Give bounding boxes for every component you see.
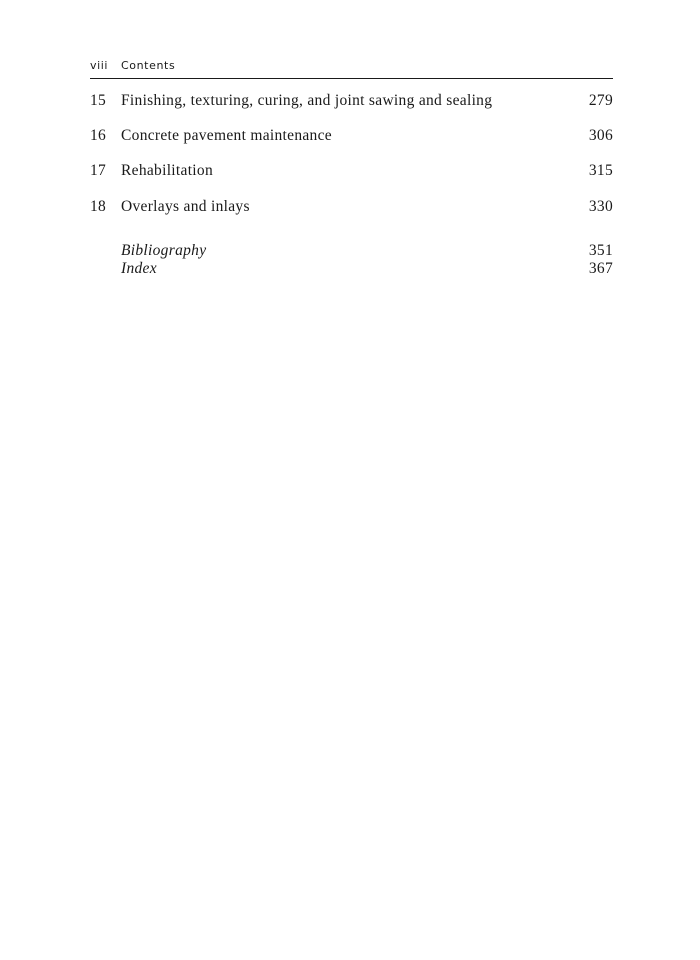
page-number: 351 — [588, 242, 613, 259]
header-rule — [90, 78, 613, 79]
running-head — [90, 59, 613, 77]
toc-entry-index[interactable] — [90, 260, 613, 282]
chapter-number: 16 — [90, 127, 107, 144]
toc-entry-chapter-17[interactable] — [90, 162, 613, 184]
toc-entry-chapter-15[interactable] — [90, 92, 613, 114]
toc-entry-chapter-16[interactable] — [90, 127, 613, 149]
page-number: 330 — [588, 198, 613, 215]
chapter-title: Rehabilitation — [121, 162, 214, 179]
page-number: 367 — [588, 260, 613, 277]
chapter-title: Overlays and inlays — [121, 198, 250, 215]
chapter-number: 18 — [90, 198, 107, 215]
page-number: 279 — [588, 92, 613, 109]
page-number: 306 — [588, 127, 613, 144]
back-matter-title: Index — [121, 260, 157, 277]
back-matter-title: Bibliography — [121, 242, 207, 259]
chapter-title: Finishing, texturing, curing, and joint sawing and sealing — [121, 92, 493, 109]
toc-entry-chapter-18[interactable] — [90, 198, 613, 220]
page-number: 315 — [588, 162, 613, 179]
running-head-title: Contents — [121, 59, 176, 72]
chapter-title: Concrete pavement maintenance — [121, 127, 332, 144]
chapter-number: 15 — [90, 92, 107, 109]
chapter-number: 17 — [90, 162, 107, 179]
page-folio: viii — [90, 59, 109, 72]
